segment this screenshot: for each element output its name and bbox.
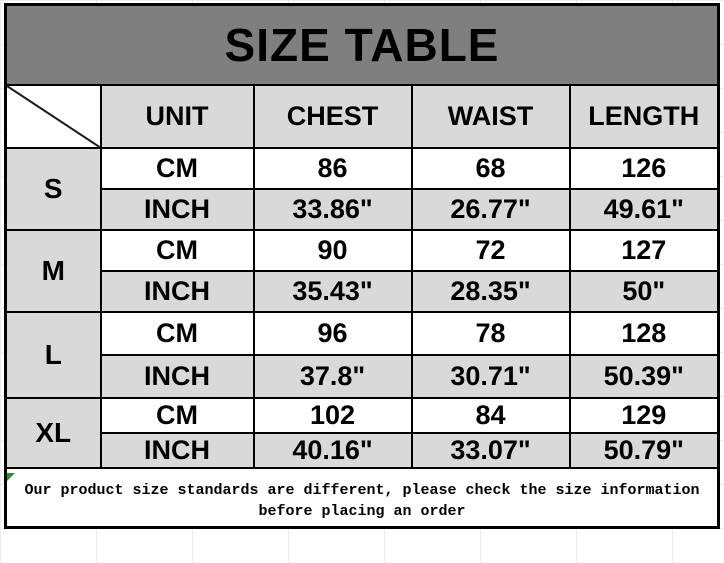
page-title: SIZE TABLE <box>6 5 719 85</box>
cell-xl-cm-chest: 102 <box>254 398 412 433</box>
unit-label-cm: CM <box>101 230 254 271</box>
cell-xl-cm-length: 129 <box>570 398 719 433</box>
cell-l-inch-chest: 37.8" <box>254 355 412 398</box>
cell-l-cm-length: 128 <box>570 312 719 355</box>
cell-l-cm-chest: 96 <box>254 312 412 355</box>
note-row <box>6 468 719 528</box>
cell-l-inch-length: 50.39" <box>570 355 719 398</box>
cell-s-inch-waist: 26.77" <box>412 189 570 230</box>
cell-xl-cm-waist: 84 <box>412 398 570 433</box>
table-row <box>6 355 719 398</box>
cell-l-cm-waist: 78 <box>412 312 570 355</box>
cell-xl-inch-length: 50.79" <box>570 433 719 468</box>
header-row <box>6 85 719 148</box>
cell-s-cm-waist: 68 <box>412 148 570 189</box>
cell-m-inch-length: 50" <box>570 271 719 312</box>
size-label-xl: XL <box>6 398 101 468</box>
column-header-length: LENGTH <box>570 85 719 148</box>
cell-xl-inch-chest: 40.16" <box>254 433 412 468</box>
table-row <box>6 230 719 271</box>
cell-m-cm-waist: 72 <box>412 230 570 271</box>
table-row <box>6 271 719 312</box>
cell-l-inch-waist: 30.71" <box>412 355 570 398</box>
comment-marker-icon <box>7 473 15 481</box>
table-row <box>6 148 719 189</box>
cell-s-inch-length: 49.61" <box>570 189 719 230</box>
table-row <box>6 189 719 230</box>
cell-xl-inch-waist: 33.07" <box>412 433 570 468</box>
unit-label-cm: CM <box>101 312 254 355</box>
unit-label-inch: INCH <box>101 189 254 230</box>
cell-s-cm-chest: 86 <box>254 148 412 189</box>
cell-m-cm-length: 127 <box>570 230 719 271</box>
size-table <box>4 3 720 529</box>
table-row <box>6 398 719 433</box>
diagonal-line-icon <box>7 86 100 147</box>
column-header-waist: WAIST <box>412 85 570 148</box>
size-note-text: Our product size standards are different, please check the size information before placing an order <box>24 481 700 520</box>
corner-cell <box>6 85 101 148</box>
cell-m-inch-chest: 35.43" <box>254 271 412 312</box>
note-cell <box>6 468 719 528</box>
unit-label-inch: INCH <box>101 271 254 312</box>
unit-label-cm: CM <box>101 148 254 189</box>
table-row <box>6 433 719 468</box>
cell-m-cm-chest: 90 <box>254 230 412 271</box>
cell-m-inch-waist: 28.35" <box>412 271 570 312</box>
column-header-chest: CHEST <box>254 85 412 148</box>
unit-label-inch: INCH <box>101 433 254 468</box>
size-label-l: L <box>6 312 101 398</box>
table-row <box>6 312 719 355</box>
unit-label-inch: INCH <box>101 355 254 398</box>
unit-label-cm: CM <box>101 398 254 433</box>
size-label-m: M <box>6 230 101 312</box>
title-row <box>6 5 719 85</box>
cell-s-cm-length: 126 <box>570 148 719 189</box>
column-header-unit: UNIT <box>101 85 254 148</box>
cell-s-inch-chest: 33.86" <box>254 189 412 230</box>
size-label-s: S <box>6 148 101 230</box>
